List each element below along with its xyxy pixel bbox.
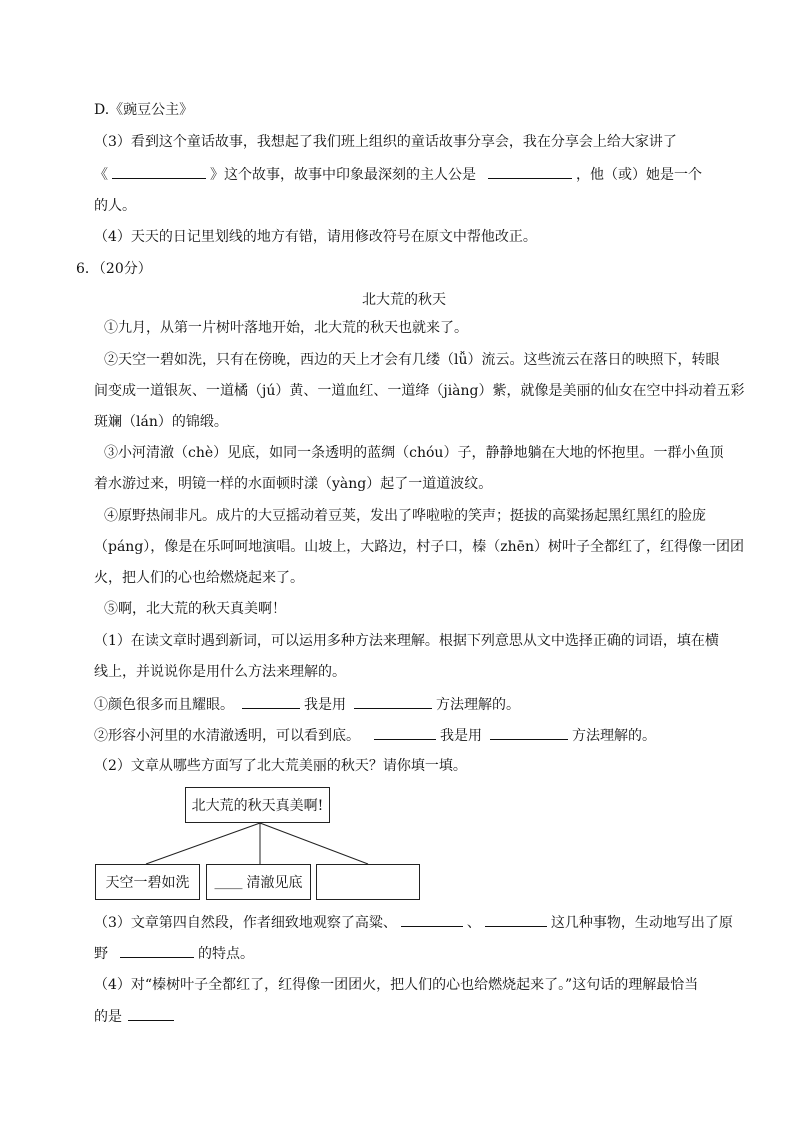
sub3-blank-2[interactable] (485, 912, 547, 927)
sub3-field-suffix: 的特点。 (198, 946, 254, 962)
item1-method-prefix: 我是用 (304, 697, 346, 713)
diagram-child-river-text: 清澈见底 (246, 875, 303, 891)
paragraph-1: ①九月，从第一片树叶落地开始，北大荒的秋天也就来了。 (104, 320, 468, 336)
sub3-sep: 、 (466, 915, 481, 931)
item2-method-prefix: 我是用 (440, 728, 482, 744)
sub3-suffix: 这几种事物，生动地写出了原 (550, 915, 733, 931)
diagram-child-empty[interactable] (316, 864, 420, 900)
q5-sub3-line1: （3）看到这个童话故事，我想起了我们班上组织的童话故事分享会，我在分享会上给大家讲了 (94, 134, 677, 150)
q6-sub2: （2）文章从哪些方面写了北大荒美丽的秋天？请你填一填。 (94, 758, 467, 774)
paragraph-4-line1: ④原野热闹非凡。成片的大豆摇动着豆荚，发出了哗啦啦的笑声；挺拔的高粱扬起黑红黑红的脸庞 (104, 508, 706, 524)
diagram-child-sky-text: 天空一碧如洗 (105, 875, 190, 891)
q6-sub4-line2 (94, 1006, 178, 1027)
q5-sub3-text2: ，他（或）她是一个 (576, 167, 702, 183)
q6-sub1-line2: 线上，并说说你是用什么方法来理解的。 (94, 664, 346, 680)
connector-right (260, 823, 368, 864)
paragraph-4-line3: 火，把人们的心也给燃烧起来了。 (94, 570, 304, 586)
q5-sub3-line3: 的人。 (94, 198, 136, 214)
sub3-field-prefix: 野 (94, 946, 108, 962)
q5-sub3-text: 》这个故事，故事中印象最深刻的主人公是 (210, 167, 476, 183)
sub4-prefix: 的是 (94, 1009, 122, 1025)
diagram-child-sky (95, 864, 200, 900)
q5-sub4: （4）天天的日记里划线的地方有错，请用修改符号在原文中帮他改正。 (94, 229, 537, 245)
item1-meaning: ①颜色很多而且耀眼。 (94, 697, 234, 713)
item2-method-suffix: 方法理解的。 (572, 728, 656, 744)
paragraph-2-line3: 斑斓（lán）的锦缎。 (94, 414, 228, 430)
paragraph-4-line2: （páng），像是在乐呵呵地演唱。山坡上，大路边，村子口，榛（zhēn）树叶子全都红了，红得像一团团 (94, 539, 744, 555)
q6-sub1-line1: （1）在读文章时遇到新词，可以运用多种方法来理解。根据下列意思从文中选择正确的词语，填在横 (94, 633, 719, 649)
option-d: D.《豌豆公主》 (94, 102, 194, 118)
sub3-blank-1[interactable] (401, 912, 463, 927)
passage-title: 北大荒的秋天 (362, 292, 446, 308)
sub3-prefix: （3）文章第四自然段，作者细致地观察了高粱、 (94, 915, 397, 931)
q6-sub3-line2 (94, 943, 254, 964)
q6-sub4-line1: （4）对“榛树叶子全都红了，红得像一团团火，把人们的心也给燃烧起来了。”这句话的理解最恰当 (94, 977, 699, 993)
diagram-root-text: 北大荒的秋天真美啊! (191, 798, 324, 814)
q5-sub3-open-bracket: 《 (94, 167, 108, 183)
paragraph-2-line2: 间变成一道银灰、一道橘（jú）黄、一道血红、一道绛（jiàng）紫，就像是美丽的仙女在空中抖动着五彩 (94, 383, 745, 399)
paragraph-3-line2: 着水游过来，明镜一样的水面顿时漾（yàng）起了一道道波纹。 (94, 476, 493, 492)
item1-method-suffix: 方法理解的。 (436, 697, 520, 713)
paragraph-5: ⑤啊，北大荒的秋天真美啊！ (104, 601, 286, 617)
sub3-blank-3[interactable] (120, 943, 194, 958)
diagram-child-river-blank[interactable]: ____ (214, 874, 243, 890)
sub4-answer-blank[interactable] (128, 1006, 174, 1021)
q6-header: 6．（20分） (76, 261, 152, 277)
connector-left (146, 823, 260, 864)
q6-sub3-line1 (94, 912, 733, 933)
paragraph-2-line1: ②天空一碧如洗，只有在傍晚，西边的天上才会有几缕（lǚ）流云。这些流云在落日的映照下，转眼 (104, 352, 720, 368)
diagram-child-river[interactable] (206, 864, 311, 900)
paragraph-3-line1: ③小河清澈（chè）见底，如同一条透明的蓝绸（chóu）子，静静地躺在大地的怀抱里。一群小鱼顶 (104, 445, 724, 461)
diagram-root-box (185, 787, 330, 823)
item2-meaning: ②形容小河里的水清澈透明，可以看到底。 (94, 728, 360, 744)
